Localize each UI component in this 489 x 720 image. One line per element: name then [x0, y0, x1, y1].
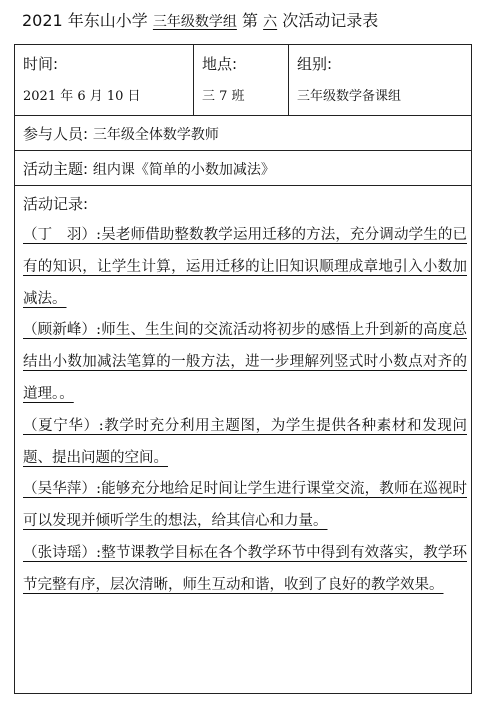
- time-value: 2021 年 6 月 10 日: [23, 89, 141, 104]
- record-table: [14, 44, 472, 694]
- title-school: 2021 年东山小学: [22, 11, 148, 30]
- record-entry: （顾新峰）:师生、生生间的交流活动将初步的感悟上升到新的高度总结出小数加减法笔算的一般方法，进一步理解列竖式时小数点对齐的道理。。: [23, 322, 467, 402]
- topic-value: 组内课《简单的小数加减法》: [92, 162, 275, 178]
- group-label: 组别:: [297, 55, 333, 73]
- title-group: 三年级数学组: [152, 14, 237, 30]
- topic-label: 活动主题:: [23, 160, 89, 178]
- info-row: [15, 45, 471, 116]
- title-di: 第: [242, 11, 259, 30]
- record-row: [15, 186, 471, 693]
- record-entry: （吴华萍）:能够充分地给足时间让学生进行课堂交流，教师在巡视时可以发现并倾听学生的想法，给其信心和力量。: [23, 481, 467, 530]
- participants-row: [15, 116, 471, 151]
- place-label: 地点:: [202, 55, 238, 73]
- record-entry: （丁 羽）:吴老师借助整数教学运用迁移的方法，充分调动学生的已有的知识，让学生计算，运用迁移的让旧知识顺理成章地引入小数加减法。: [23, 227, 467, 307]
- record-entries: [23, 220, 467, 602]
- title-suffix: 次活动记录表: [282, 11, 379, 30]
- place-cell: [194, 45, 289, 115]
- title-number: 六: [263, 14, 278, 30]
- form-title: [22, 10, 482, 33]
- topic-row: [15, 151, 471, 186]
- participants-value: 三年级全体数学教师: [92, 127, 219, 143]
- record-entry: （张诗瑶）:整节课教学目标在各个教学环节中得到有效落实，教学环节完整有序，层次清晰，师生互动和谐，收到了良好的教学效果。: [23, 544, 467, 593]
- time-cell: [15, 45, 194, 115]
- time-label: 时间:: [23, 55, 59, 73]
- participants-label: 参与人员:: [23, 125, 89, 143]
- group-cell: [289, 45, 471, 115]
- record-entry: （夏宁华）:教学时充分利用主题图，为学生提供各种素材和发现问题、提出问题的空间。: [23, 417, 467, 466]
- group-value: 三年级数学备课组: [297, 89, 402, 104]
- record-label: 活动记录:: [23, 195, 89, 213]
- place-value: 三 7 班: [202, 89, 245, 104]
